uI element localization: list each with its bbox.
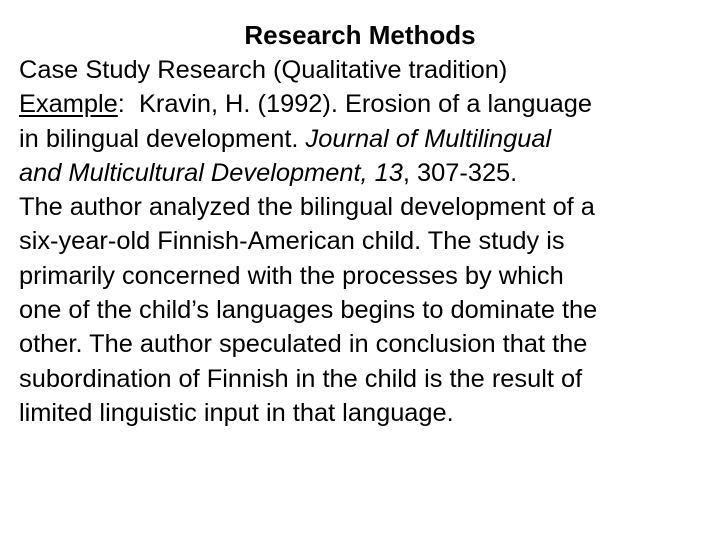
slide-body [19, 53, 719, 430]
journal-title-part-1: Journal of Multilingual [305, 124, 552, 153]
journal-title-part-2: and Multicultural Development, 13 [19, 158, 403, 187]
description-line: one of the child’s languages begins to dominate the [19, 296, 598, 325]
example-line-3 [19, 156, 719, 190]
subtitle-line: Case Study Research (Qualitative tradition) [19, 56, 508, 84]
slide-title: Research Methods [244, 20, 476, 50]
description-line: The author analyzed the bilingual development of a [19, 193, 595, 222]
citation-part-1: Kravin, H. (1992). Erosion of a language [138, 90, 593, 119]
description-line: six-year-old Finnish-American child. The study is [19, 227, 565, 256]
example-label: Example [19, 90, 118, 119]
description-line: limited linguistic input in that language. [19, 398, 454, 427]
example-colon: : [117, 90, 139, 119]
description-line: primarily concerned with the processes by which [19, 261, 564, 290]
description-line: other. The author speculated in conclusion that the [19, 330, 588, 359]
example-line-1 [19, 87, 719, 121]
example-line-2 [19, 122, 719, 156]
citation-part-3: , 307-325. [402, 158, 518, 187]
description-line: subordination of Finnish in the child is the result of [19, 364, 583, 393]
citation-part-2: in bilingual development. [19, 124, 306, 153]
